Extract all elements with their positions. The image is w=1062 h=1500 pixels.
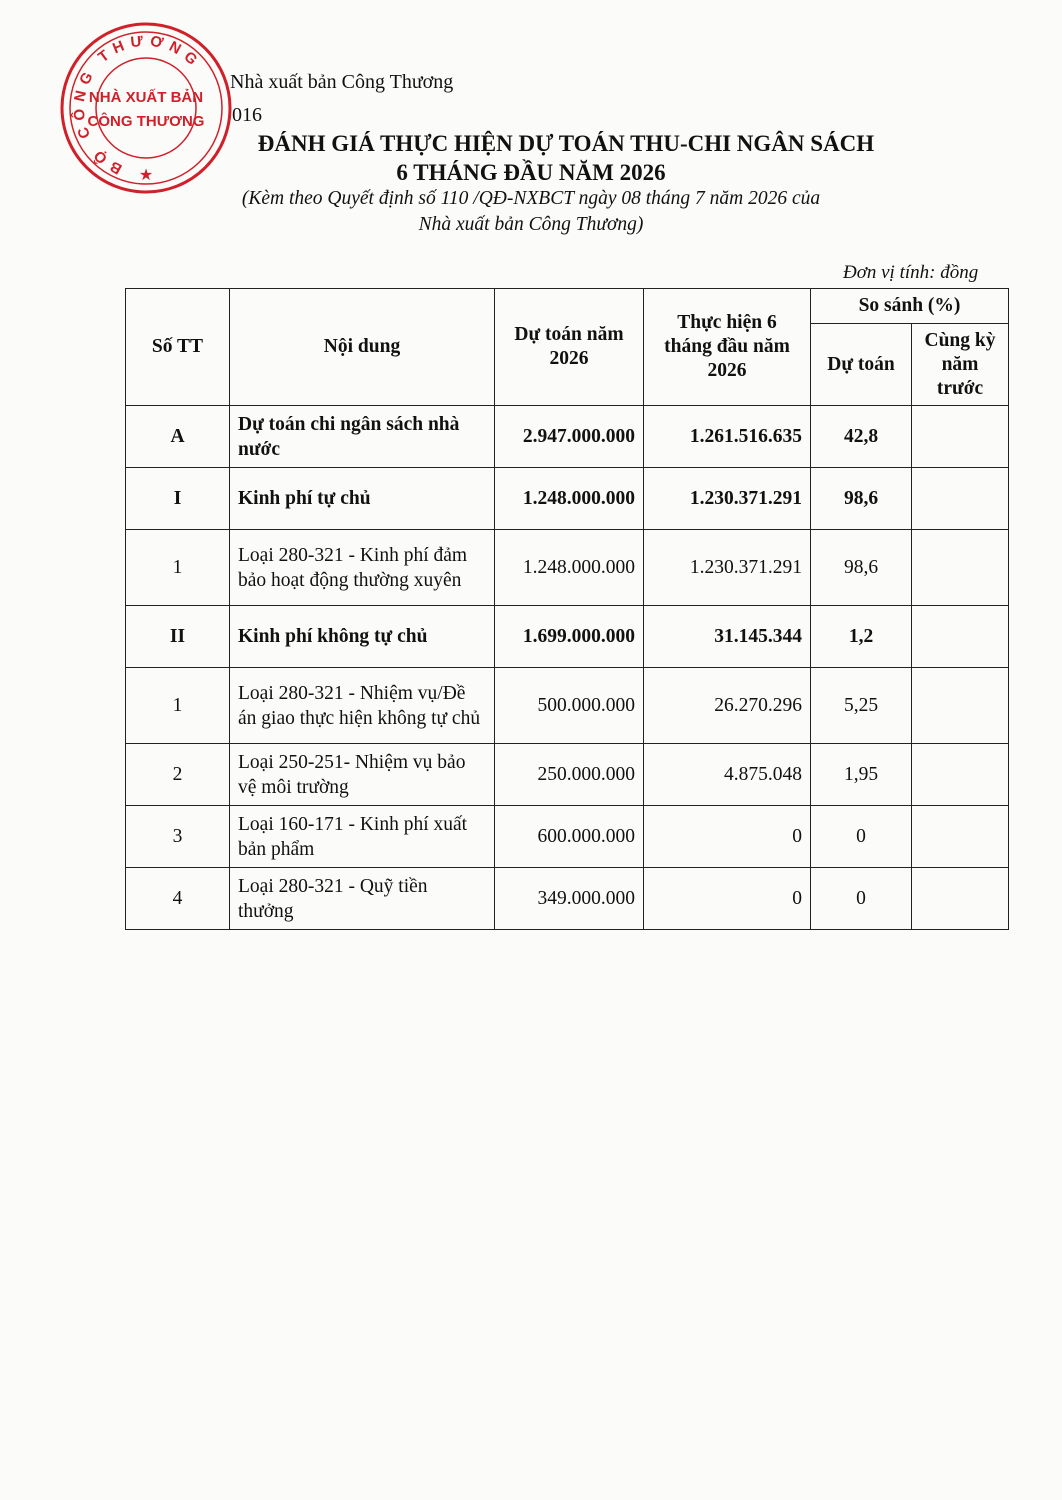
table-header — [126, 289, 1009, 406]
table-row — [126, 806, 1009, 868]
header-content: Nội dung — [230, 289, 495, 406]
cell-actual: 4.875.048 — [644, 744, 811, 806]
header-stt: Số TT — [126, 289, 230, 406]
cell-content: Loại 250-251- Nhiệm vụ bảo vệ môi trường — [230, 744, 495, 806]
table-row — [126, 744, 1009, 806]
cell-stt: 4 — [126, 868, 230, 930]
document-subtitle-line2: Nhà xuất bản Công Thương) — [418, 214, 644, 235]
cell-actual: 31.145.344 — [644, 606, 811, 668]
document-code-fragment: 016 — [232, 104, 262, 126]
cell-content: Dự toán chi ngân sách nhà nước — [230, 406, 495, 468]
cell-content: Loại 160-171 - Kinh phí xuất bản phẩm — [230, 806, 495, 868]
cell-stt: A — [126, 406, 230, 468]
table-row — [126, 868, 1009, 930]
cell-actual: 26.270.296 — [644, 668, 811, 744]
table-row — [126, 530, 1009, 606]
table-row — [126, 406, 1009, 468]
cell-stt: I — [126, 468, 230, 530]
cell-stt: 1 — [126, 530, 230, 606]
cell-prev — [912, 606, 1009, 668]
cell-actual: 1.230.371.291 — [644, 468, 811, 530]
cell-prev — [912, 668, 1009, 744]
table-body — [126, 406, 1009, 930]
svg-text:BỘ CÔNG THƯƠNG: BỘ CÔNG THƯƠNG — [70, 32, 205, 178]
cell-prev — [912, 806, 1009, 868]
svg-text:NHÀ XUẤT BẢN: NHÀ XUẤT BẢN — [88, 89, 204, 106]
cell-pct: 1,95 — [811, 744, 912, 806]
cell-stt: 3 — [126, 806, 230, 868]
svg-text:CÔNG THƯƠNG: CÔNG THƯƠNG — [87, 113, 205, 130]
cell-content: Loại 280-321 - Kinh phí đảm bảo hoạt động thường xuyên — [230, 530, 495, 606]
cell-budget: 600.000.000 — [495, 806, 644, 868]
cell-pct: 98,6 — [811, 468, 912, 530]
table-row — [126, 606, 1009, 668]
cell-budget: 500.000.000 — [495, 668, 644, 744]
document-title-line1: ĐÁNH GIÁ THỰC HIỆN DỰ TOÁN THU-CHI NGÂN SÁCH — [257, 131, 875, 156]
cell-prev — [912, 744, 1009, 806]
header-compare-budget: Dự toán — [811, 324, 912, 406]
cell-budget: 1.248.000.000 — [495, 468, 644, 530]
svg-text:★: ★ — [138, 167, 154, 184]
header-compare-prev: Cùng kỳ năm trước — [912, 324, 1009, 406]
table-row — [126, 468, 1009, 530]
cell-pct: 5,25 — [811, 668, 912, 744]
cell-pct: 42,8 — [811, 406, 912, 468]
cell-actual: 1.261.516.635 — [644, 406, 811, 468]
cell-prev — [912, 406, 1009, 468]
cell-prev — [912, 868, 1009, 930]
cell-budget: 1.699.000.000 — [495, 606, 644, 668]
budget-table — [125, 288, 1009, 930]
cell-actual: 0 — [644, 868, 811, 930]
document-subtitle-line1: (Kèm theo Quyết định số 110 /QĐ-NXBCT ngày 08 tháng 7 năm 2026 của — [241, 188, 821, 209]
cell-content: Loại 280-321 - Nhiệm vụ/Đề án giao thực hiện không tự chủ — [230, 668, 495, 744]
cell-content: Loại 280-321 - Quỹ tiền thưởng — [230, 868, 495, 930]
cell-prev — [912, 530, 1009, 606]
cell-budget: 1.248.000.000 — [495, 530, 644, 606]
cell-stt: 2 — [126, 744, 230, 806]
header-actual: Thực hiện 6 tháng đầu năm 2026 — [644, 289, 811, 406]
table-row — [126, 668, 1009, 744]
cell-stt: II — [126, 606, 230, 668]
cell-budget: 2.947.000.000 — [495, 406, 644, 468]
cell-budget: 250.000.000 — [495, 744, 644, 806]
cell-stt: 1 — [126, 668, 230, 744]
cell-actual: 1.230.371.291 — [644, 530, 811, 606]
cell-pct: 98,6 — [811, 530, 912, 606]
document-title-line2: 6 THÁNG ĐẦU NĂM 2026 — [396, 160, 666, 185]
unit-note: Đơn vị tính: đồng — [843, 262, 979, 283]
cell-pct: 1,2 — [811, 606, 912, 668]
cell-budget: 349.000.000 — [495, 868, 644, 930]
cell-prev — [912, 468, 1009, 530]
cell-pct: 0 — [811, 868, 912, 930]
cell-content: Kinh phí tự chủ — [230, 468, 495, 530]
cell-content: Kinh phí không tự chủ — [230, 606, 495, 668]
header-budget: Dự toán năm 2026 — [495, 289, 644, 406]
publisher-name: Nhà xuất bản Công Thương — [230, 71, 454, 93]
cell-actual: 0 — [644, 806, 811, 868]
cell-pct: 0 — [811, 806, 912, 868]
header-compare: So sánh (%) — [811, 289, 1009, 324]
